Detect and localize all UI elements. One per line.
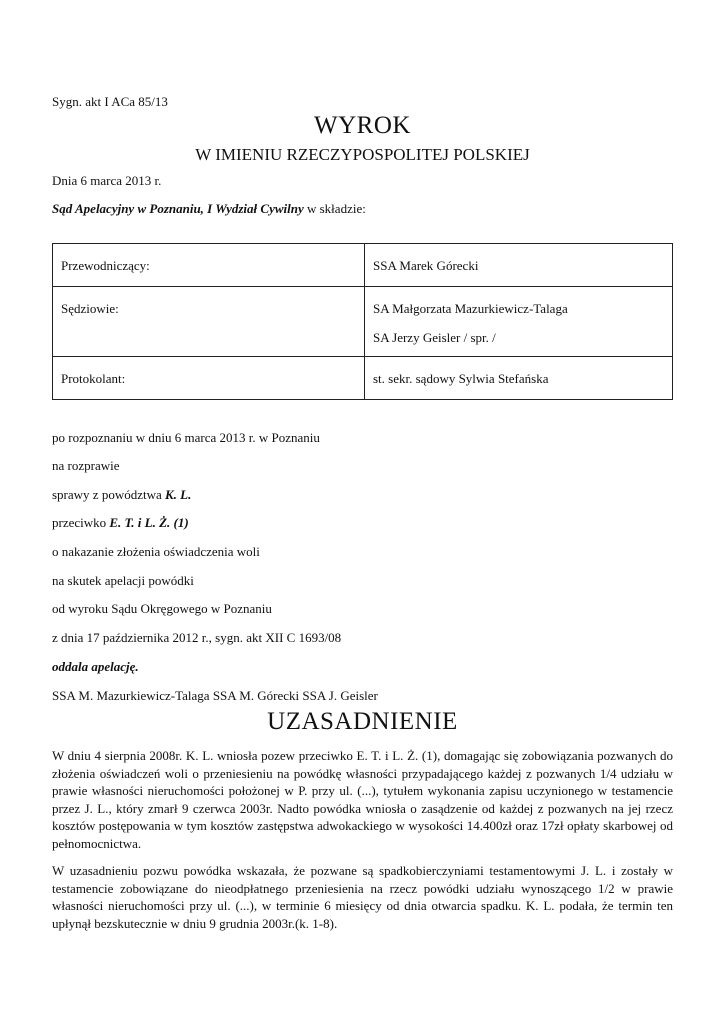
court-composition-line — [52, 201, 366, 217]
panel-name: st. sekr. sądowy Sylwia Stefańska — [373, 371, 549, 386]
panel-role: Sędziowie: — [61, 301, 119, 316]
justification-paragraph-1: W dniu 4 sierpnia 2008r. K. L. wniosła pozew przeciwko E. T. i L. Ż. (1), domagając się zobowiązania pozwanych do złożenia oświadczeń woli o przeniesieniu na powódkę własności przypadającego każdej z pozwanych 1/4 udziału w prawie własności nieruchomości położonej w P. przy ul. (...), tytułem wykonania zapisu uczynionego w testamencie przez J. L., który zmarł 9 czerwca 2003r. Nadto powódka wniosła o zasądzenie od każdej z pozwanych na jej rzecz kosztów postępowania w tym kosztów zastępstwa adwokackiego w wysokości 14.400zł oraz 17zł opłaty skarbowej od pełnomocnictwa. — [52, 748, 673, 851]
case-reference: Sygn. akt I ACa 85/13 — [52, 94, 168, 109]
justification-paragraph-2: W uzasadnieniu pozwu powódka wskazała, że pozwane są spadkobierczyniami testamentowymi J. L. i zostały w testamencie zobowiązane do nieodpłatnego przeniesienia na rzecz powódki udziału wynoszącego 1/2 w prawie własności nieruchomości przy ul. (...), w terminie 6 miesięcy od dnia otwarcia spadku. K. L. podała, że termin ten upłynął bezskutecznie w dniu 9 grudnia 2003r.(k. 1-8). — [52, 863, 673, 931]
hearing-line: po rozpoznaniu w dniu 6 marca 2013 r. w Poznaniu — [52, 430, 320, 445]
lower-court-line: od wyroku Sądu Okręgowego w Poznaniu — [52, 601, 272, 616]
panel-row-clerk — [53, 357, 673, 400]
plaintiff-line — [52, 487, 191, 503]
court-name: Sąd Apelacyjny w Poznaniu, I Wydział Cywilny — [52, 201, 304, 216]
court-suffix: w składzie: — [303, 201, 366, 216]
hearing-type-line: na rozprawie — [52, 458, 120, 473]
panel-role: Protokolant: — [61, 371, 126, 386]
justification-heading: UZASADNIENIE — [267, 708, 458, 735]
panel-name: SSA Marek Górecki — [373, 258, 479, 273]
plaintiff-name: K. L. — [165, 487, 192, 502]
panel-name: SA Jerzy Geisler / spr. / — [373, 330, 496, 345]
panel-row-judges — [53, 287, 673, 357]
judges-signatures: SSA M. Mazurkiewicz-Talaga SSA M. Górecki SSA J. Geisler — [52, 688, 378, 703]
defendants-names: E. T. i L. Ż. (1) — [109, 515, 189, 530]
plaintiff-prefix: sprawy z powództwa — [52, 487, 165, 502]
defendants-line — [52, 515, 189, 531]
panel-table — [52, 243, 673, 400]
panel-role: Przewodniczący: — [61, 258, 150, 273]
document-subtitle: W IMIENIU RZECZYPOSPOLITEJ POLSKIEJ — [195, 145, 530, 164]
document-title: WYROK — [314, 112, 411, 139]
judgment-date: Dnia 6 marca 2013 r. — [52, 173, 162, 188]
panel-row-presiding — [53, 244, 673, 287]
lower-judgment-line: z dnia 17 października 2012 r., sygn. akt XII C 1693/08 — [52, 630, 342, 645]
verdict-line: oddala apelację. — [52, 659, 139, 674]
claim-subject-line: o nakazanie złożenia oświadczenia woli — [52, 544, 260, 559]
defendants-prefix: przeciwko — [52, 515, 110, 530]
panel-name: SA Małgorzata Mazurkiewicz-Talaga — [373, 301, 568, 316]
appeal-line: na skutek apelacji powódki — [52, 573, 194, 588]
